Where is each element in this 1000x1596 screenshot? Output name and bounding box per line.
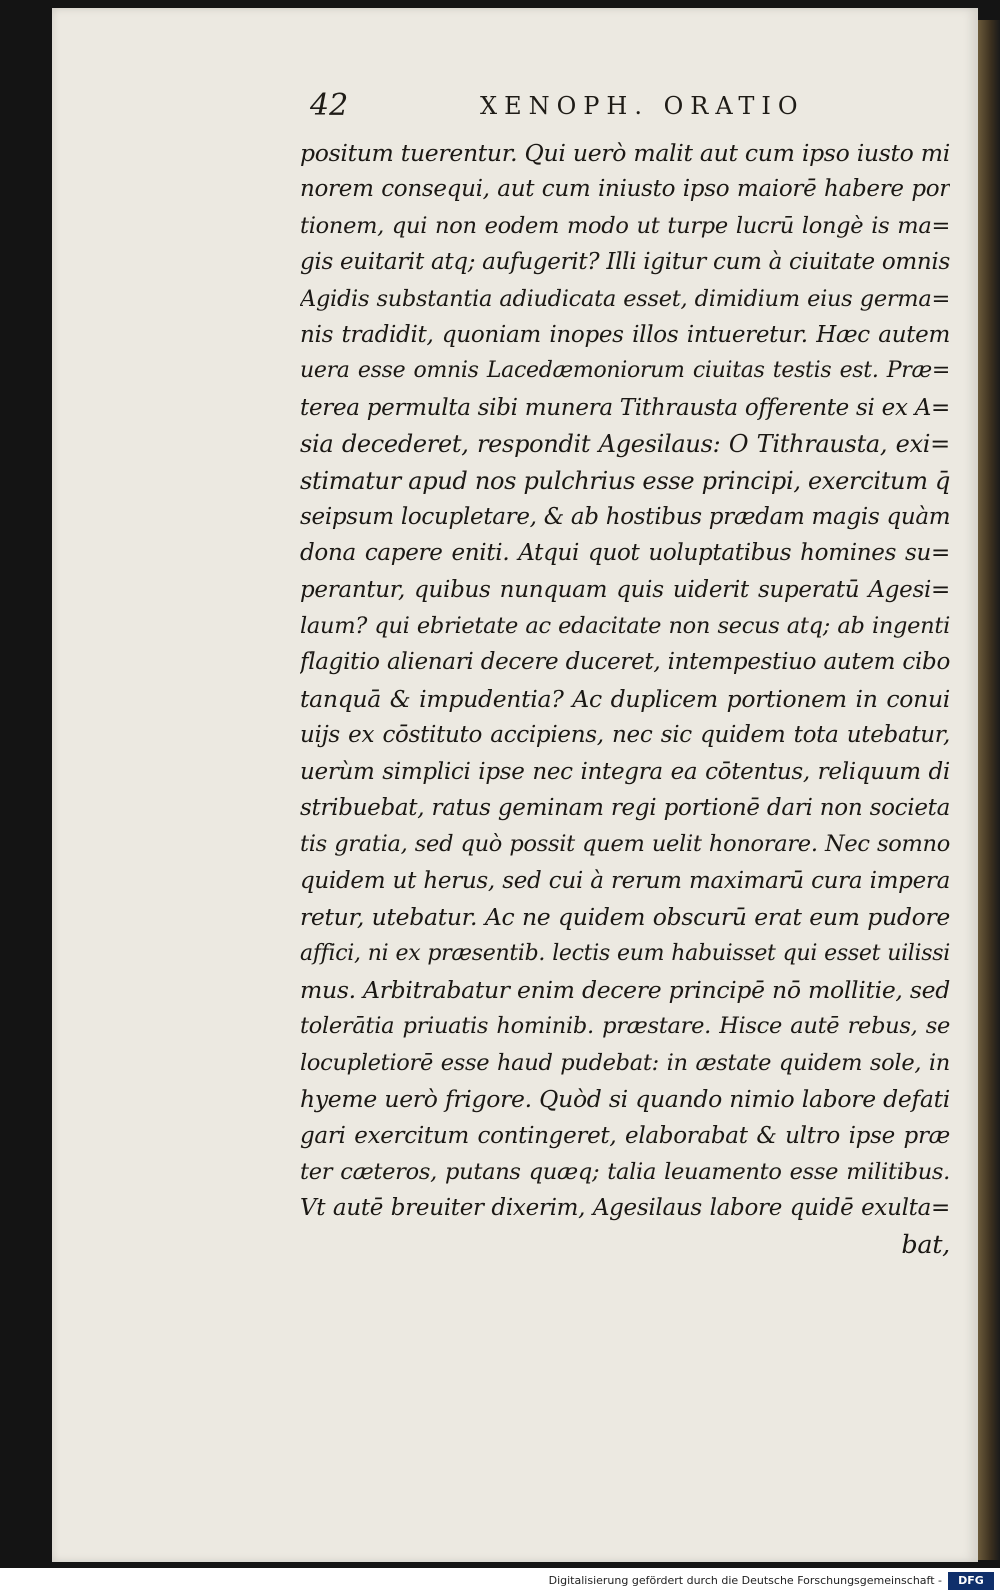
- text-line: flagitio alienari decere duceret, intempestiuo autem cibo: [300, 649, 950, 676]
- text-line: gis euitarit atq; aufugerit? Illi igitur cum à ciuitate omnis: [300, 249, 950, 276]
- text-line: tolerātia priuatis hominib. præstare. Hisce autē rebus, se: [300, 1013, 950, 1040]
- text-line: affici, ni ex præsentib. lectis eum habuisset qui esset uilissi: [300, 940, 950, 966]
- digitization-footer: [0, 1568, 1000, 1596]
- funding-credit: Digitalisierung gefördert durch die Deutsche Forschungsgemeinschaft -: [548, 1574, 942, 1587]
- text-line: dona capere eniti. Atqui quot uoluptatibus homines su=: [300, 540, 950, 567]
- text-line: seipsum locupletare, & ab hostibus prædam magis quàm: [300, 503, 950, 530]
- text-line: stribuebat, ratus geminam regi portionē dari non societa: [300, 795, 950, 822]
- text-line: mus. Arbitrabatur enim decere principē nō mollitie, sed: [300, 975, 950, 1004]
- text-line: hyeme uerò frigore. Quòd si quando nimio labore defati: [300, 1085, 950, 1114]
- text-line: tanquā & impudentia? Ac duplicem portionem in conui: [300, 684, 950, 713]
- text-line: sia decederet, respondit Agesilaus: O Tithrausta, exi=: [300, 430, 950, 459]
- body-text: [300, 135, 950, 1263]
- text-line: laum? qui ebrietate ac edacitate non secus atq; ab ingenti: [300, 613, 950, 640]
- text-line: stimatur apud nos pulchrius esse principi, exercitum q̄: [300, 466, 950, 495]
- text-line: gari exercitum contingeret, elaborabat & ultro ipse præ: [300, 1122, 950, 1149]
- page-number: 42: [310, 88, 349, 123]
- text-line: positum tuerentur. Qui uerò malit aut cum ipso iusto mi: [300, 139, 950, 167]
- page-header: [300, 88, 860, 128]
- text-line: nis tradidit, quoniam inopes illos intueretur. Hæc autem: [300, 321, 950, 348]
- text-line: uijs ex cōstituto accipiens, nec sic quidem tota utebatur,: [300, 722, 950, 749]
- text-line: Agidis substantia adiudicata esset, dimidium eius germa=: [300, 285, 950, 312]
- text-line: Vt autē breuiter dixerim, Agesilaus labore quidē exulta=: [300, 1195, 950, 1222]
- book-edge: [978, 20, 1000, 1560]
- text-line: norem consequi, aut cum iniusto ipso maiorē habere por: [300, 176, 950, 203]
- text-line: ter cæteros, putans quæq; talia leuamento esse militibus.: [300, 1158, 950, 1185]
- text-line: terea permulta sibi munera Tithrausta offerente si ex A=: [300, 394, 950, 421]
- text-line: uerùm simplici ipse nec integra ea cōtentus, reliquum di: [300, 758, 950, 785]
- text-line: tis gratia, sed quò possit quem uelit honorare. Nec somno: [300, 831, 950, 858]
- catchword: bat,: [901, 1229, 950, 1260]
- text-line: tionem, qui non eodem modo ut turpe lucrū longè is ma=: [300, 212, 950, 239]
- text-line: perantur, quibus nunquam quis uiderit superatū Agesi=: [300, 576, 950, 603]
- text-line: uera esse omnis Lacedæmoniorum ciuitas testis est. Præ=: [300, 358, 950, 384]
- text-line: retur, utebatur. Ac ne quidem obscurū erat eum pudore: [300, 903, 950, 932]
- dfg-logo: DFG: [948, 1572, 994, 1590]
- text-line: quidem ut herus, sed cui à rerum maximarū cura impera: [300, 867, 950, 894]
- text-line: locupletiorē esse haud pudebat: in æstate quidem sole, in: [300, 1049, 950, 1076]
- running-head: XENOPH. ORATIO: [480, 92, 805, 120]
